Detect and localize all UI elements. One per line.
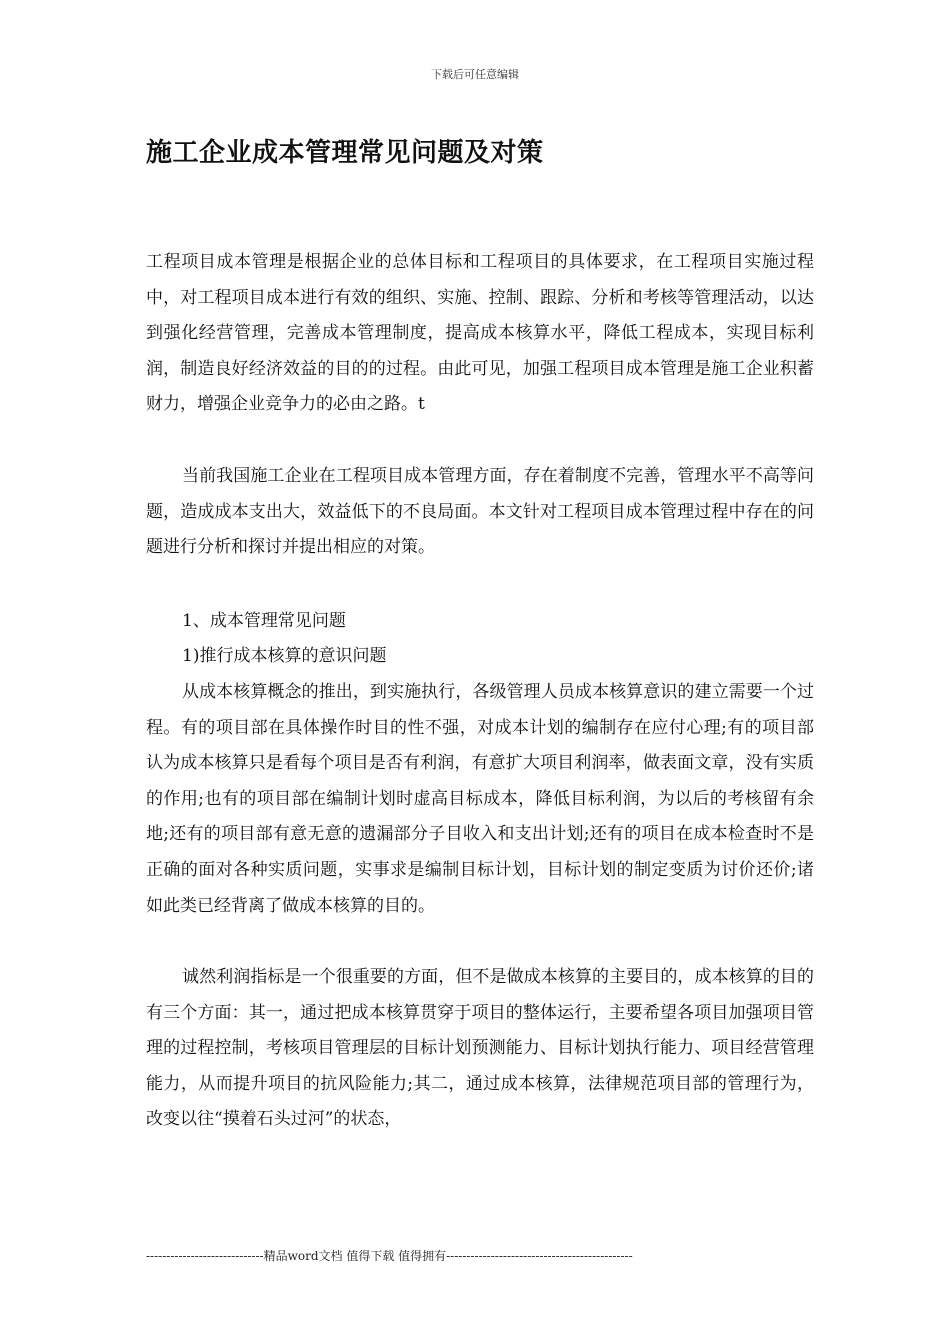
- subsection-heading-1: 1)推行成本核算的意识问题: [182, 646, 387, 667]
- document-title: 施工企业成本管理常见问题及对策: [146, 138, 544, 168]
- header-note: 下载后可任意编辑: [431, 68, 519, 81]
- section-heading-1: 1、成本管理常见问题: [182, 610, 346, 631]
- document-body: [146, 245, 814, 1138]
- paragraph-awareness-issue: 从成本核算概念的推出，到实施执行，各级管理人员成本核算意识的建立需要一个过程。有的项目部在具体操作时目的性不强，对成本计划的编制存在应付心理;有的项目部认为成本核算只是看每个项目是否有利润，有意扩大项目利润率，做表面文章，没有实质的作用;也有的项目部在编制计划时虚高目标成本，降低目标利润，为以后的考核留有余地;还有的项目部有意无意的遗漏部分子目收入和支出计划;还有的项目在成本检查时不是正确的面对各种实质问题，实事求是编制目标计划，目标计划的制定变质为讨价还价;诸如此类已经背离了做成本核算的目的。: [146, 681, 814, 916]
- footer-note: -----------------------------精品word文档 值得下载 值得拥有----------------------------------------------: [146, 1249, 633, 1263]
- paragraph-current-situation: 当前我国施工企业在工程项目成本管理方面，存在着制度不完善，管理水平不高等问题，造成成本支出大，效益低下的不良局面。本文针对工程项目成本管理过程中存在的问题进行分析和探讨并提出相应的对策。: [146, 465, 814, 558]
- paragraph-profit-indicator: 诚然利润指标是一个很重要的方面，但不是做成本核算的主要目的，成本核算的目的有三个方面：其一，通过把成本核算贯穿于项目的整体运行，主要希望各项目加强项目管理的过程控制，考核项目管理层的目标计划预测能力、目标计划执行能力、项目经营管理能力，从而提升项目的抗风险能力;其二，通过成本核算，法律规范项目部的管理行为，改变以往“摸着石头过河”的状态，: [146, 967, 814, 1130]
- paragraph-intro: 工程项目成本管理是根据企业的总体目标和工程项目的具体要求，在工程项目实施过程中，对工程项目成本进行有效的组织、实施、控制、跟踪、分析和考核等管理活动，以达到强化经营管理，完善成本管理制度，提高成本核算水平，降低工程成本，实现目标利润，制造良好经济效益的目的的过程。由此可见，加强工程项目成本管理是施工企业积蓄财力，增强企业竞争力的必由之路。t: [146, 252, 814, 415]
